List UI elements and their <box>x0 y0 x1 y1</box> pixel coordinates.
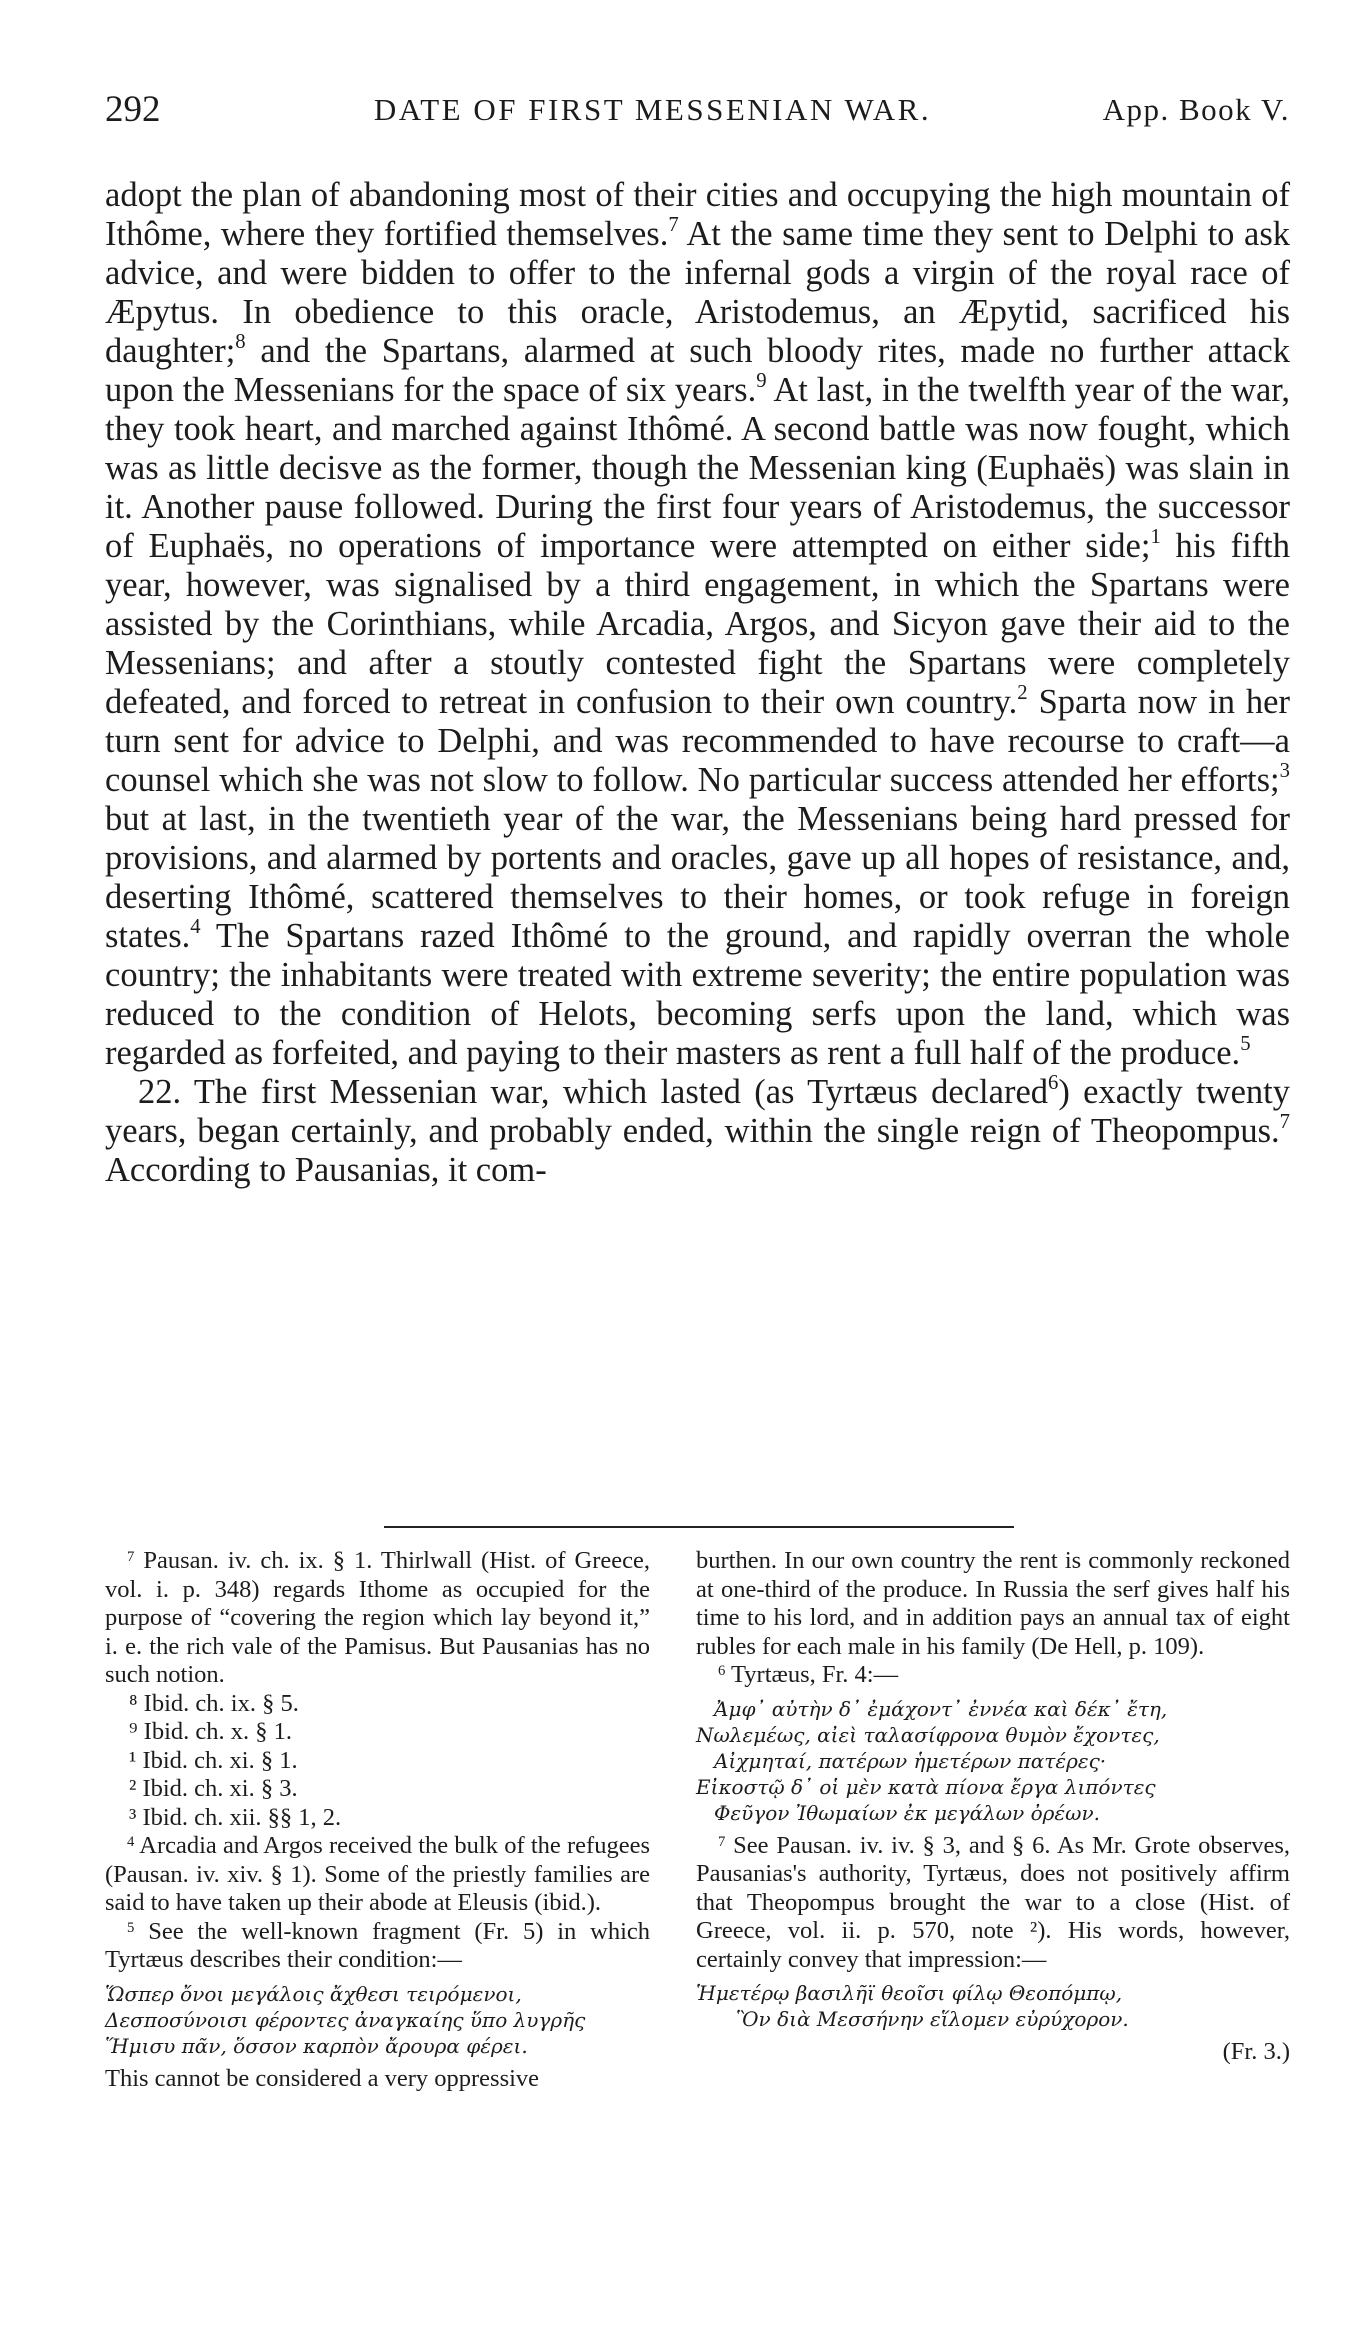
footnote-6: $^6$ Tyrtæus, Fr. 4:— <box>718 1661 899 1688</box>
footnote-4: $^4$ Arcadia and Argos received the bulk of the refugees (Pausan. iv. xiv. § 1). Some of the priestly families are said to have taken up their abode at Eleusis (ibid.). <box>105 1832 650 1916</box>
greek-line: Νωλεμέως, αἰεὶ ταλασίφρονα θυμὸν ἔχοντες, <box>696 1722 1160 1747</box>
footnote-ref: 7 <box>1279 1111 1290 1133</box>
footnote-ref: 3 <box>1279 760 1290 782</box>
page-number: 292 <box>105 89 161 130</box>
paragraph-21: adopt the plan of abandoning most of their cities and occupying the high mountain of Ithôme, where they fortified themselves.$^7$ At the same time they sent to Delphi to ask advice, and were bidden to offer to the infernal gods a virgin of the royal race of Æpytus. In obedience to this oracle, Aristodemus, an Æpytid, sacrificed his daughter;$^8$ and the Spartans, alarmed at such bloody rites, made no further attack upon the Messenians for the space of six years.$^9$ At last, in the twelfth year of the war, they took heart, and marched against Ithômé. A second battle was now fought, which was as little decisve as the former, though the Messenian king (Euphaës) was slain in it. Another pause followed. During the first four years of Aristodemus, the successor of Euphaës, no operations of importance were attempted on either side;$^1$ his fifth year, however, was signalised by a third engagement, in which the Spartans were assisted by the Corinthians, while Arcadia, Argos, and Sicyon gave their aid to the Messenians; and after a stoutly contested fight the Spartans were completely defeated, and forced to retreat in confusion to their own country.$^2$ Sparta now in her turn sent for advice to Delphi, and was recommended to have recourse to craft—a counsel which she was not slow to follow. No particular success attended her efforts;$^3$ but at last, in the twentieth year of the war, the Messenians being hard pressed for provisions, and alarmed by portents and oracles, gave up all hopes of resistance, and, deserting Ithômé, scattered themselves to their homes, or took refuge in foreign states.$^4$ The Spartans razed Ithômé to the ground, and rapidly overran the whole country; the inhabitants were treated with extreme severity; the entire population was reduced to the condition of Helots, becoming serfs upon the land, which was regarded as forfeited, and paying to their masters as rent a full half of the produce.$^5$ <box>105 176 1291 1072</box>
footnote-5-continued: This cannot be considered a very oppressive <box>105 2064 540 2092</box>
footnote-3: ³ Ibid. ch. xii. §§ 1, 2. <box>129 1803 342 1831</box>
greek-quotation <box>696 1980 1290 2032</box>
footnote-ref: 4 <box>190 916 201 938</box>
greek-line: Δεσποσύνοισι φέροντες ἀναγκαίης ὕπο λυγρῆς <box>105 2007 586 2032</box>
footnote-ref: 7 <box>668 214 679 236</box>
greek-line: Ὃν διὰ Μεσσήνην εἵλομεν εὐρύχορον. <box>736 2007 1129 2031</box>
footnote-1: ¹ Ibid. ch. xi. § 1. <box>129 1746 298 1774</box>
running-head <box>105 88 1290 138</box>
footnote-5-conclusion: burthen. In our own country the rent is commonly reckoned at one-third of the produce. In Russia the serf gives half his time to his lord, and in addition pays an annual tax of eight rubles for each male in his family (De Hell, p. 109). <box>696 1547 1290 1660</box>
footnotes-left-column <box>105 1547 650 2093</box>
greek-line: Εἰκοστῷ δ᾽ οἱ μὲν κατὰ πίονα ἔργα λιπόντες <box>696 1774 1156 1799</box>
main-text <box>105 176 1290 1190</box>
footnote-ref: 1 <box>1150 526 1161 548</box>
footnote-2: ² Ibid. ch. xi. § 3. <box>129 1775 298 1802</box>
footnote-9: ⁹ Ibid. ch. x. § 1. <box>129 1718 293 1745</box>
greek-line: Ἡμετέρῳ βασιλῆϊ θεοῖσι φίλῳ Θεοπόμπῳ, <box>696 1981 1123 2005</box>
greek-line: Φεῦγον Ἰθωμαίων ἐκ μεγάλων ὀρέων. <box>714 1800 1100 1825</box>
running-title: DATE OF FIRST MESSENIAN WAR. <box>373 92 932 127</box>
footnote-7-right: $^7$ See Pausan. iv. iv. § 3, and § 6. As Mr. Grote observes, Pausanias's authority, Tyrtæus, does not positively affirm that Theopompus brought the war to a close (Hist. of Greece, vol. ii. p. 570, note ²). His words, however, certainly convey that impression:— <box>696 1831 1290 1973</box>
footnote-ref: 9 <box>756 370 767 392</box>
footnote-ref: 8 <box>235 331 246 353</box>
book-reference: App. Book V. <box>1102 92 1290 127</box>
greek-line: Αἰχμηταί, πατέρων ἡμετέρων πατέρες· <box>714 1748 1107 1773</box>
footnote-7: $^7$ Pausan. iv. ch. ix. § 1. Thirlwall (Hist. of Greece, vol. i. p. 348) regards Ithome as occupied for the purpose of “covering the region which lay beyond it,” i. e. the rich vale of the Pamisus. But Pausanias has no such notion. <box>105 1547 651 1688</box>
footnote-rule <box>384 1526 1014 1528</box>
paragraph-22: 22. The first Messenian war, which lasted (as Tyrtæus declared$^6$) exactly twenty years, began certainly, and probably ended, within the single reign of Theopompus.$^7$ According to Pausanias, it com- <box>105 1072 1290 1189</box>
footnote-ref: 2 <box>1017 682 1028 704</box>
footnotes-right-column <box>696 1547 1290 2067</box>
footnote-ref: 5 <box>1240 1033 1251 1055</box>
footnote-8: ⁸ Ibid. ch. ix. § 5. <box>129 1689 299 1717</box>
greek-line: Ἥμισυ πᾶν, ὅσσον καρπὸν ἄρουρα φέρει. <box>105 2033 528 2058</box>
greek-quotation <box>105 1981 650 2059</box>
greek-line: Ἀμφ᾽ αὐτὴν δ᾽ ἐμάχοντ᾽ ἐννέα καὶ δέκ᾽ ἔτη, <box>714 1696 1168 1721</box>
fragment-reference: (Fr. 3.) <box>1222 2038 1290 2065</box>
footnote-5: $^5$ See the well-known fragment (Fr. 5) in which Tyrtæus describes their condition:— <box>105 1917 651 1973</box>
greek-quotation <box>696 1696 1290 1826</box>
footnote-ref: 6 <box>1048 1072 1059 1094</box>
greek-line: Ὥσπερ ὄνοι μεγάλοις ἄχθεσι τειρόμενοι, <box>105 1981 522 2006</box>
